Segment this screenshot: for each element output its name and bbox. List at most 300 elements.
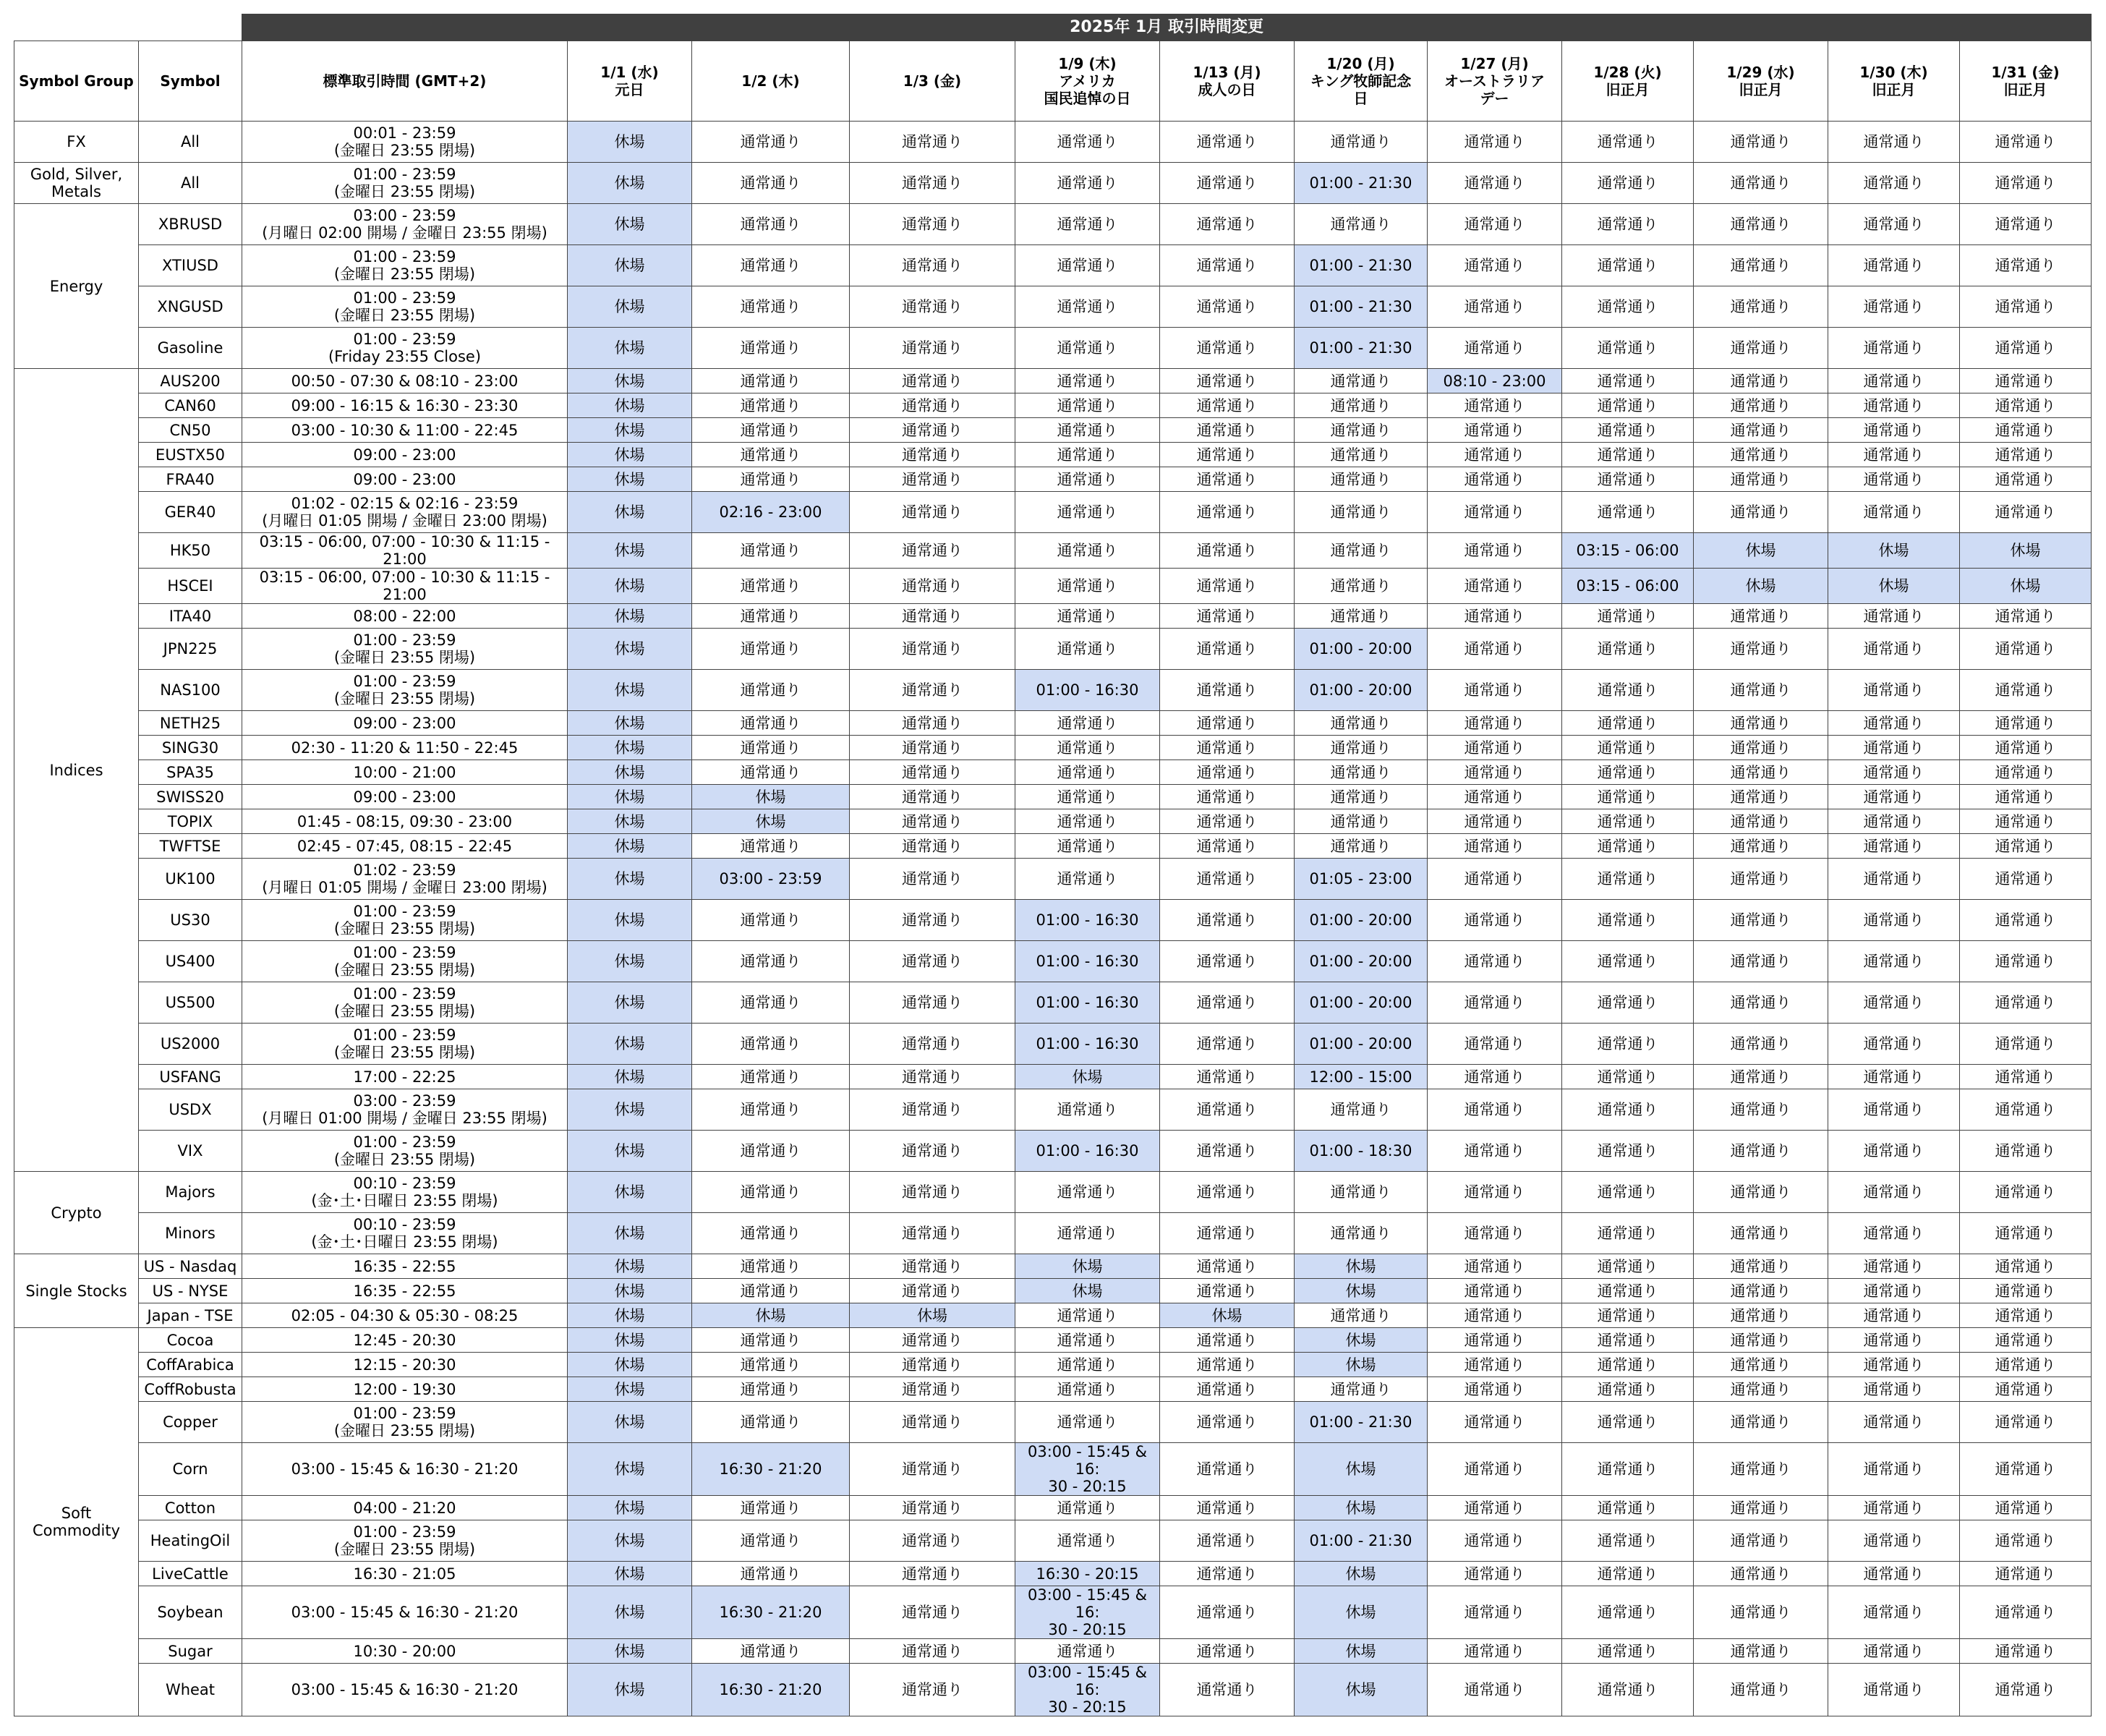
schedule-cell: 休場 (568, 1377, 692, 1402)
schedule-cell: 休場 (568, 1443, 692, 1496)
schedule-cell: 通常通り (692, 1353, 850, 1377)
schedule-cell: 通常通り (1015, 711, 1160, 736)
schedule-cell: 通常通り (1960, 1664, 2092, 1716)
schedule-cell: 通常通り (1160, 900, 1295, 941)
standard-hours-line: 03:00 - 23:59 (353, 207, 456, 224)
schedule-cell: 02:16 - 23:00 (692, 492, 850, 533)
schedule-cell: 通常通り (1828, 1377, 1960, 1402)
header-date-line: 旧正月 (1606, 81, 1650, 98)
schedule-cell: 休場 (568, 1353, 692, 1377)
symbol-cell: US400 (139, 941, 242, 982)
standard-hours-cell (242, 163, 568, 204)
schedule-cell: 通常通り (1694, 328, 1828, 369)
standard-hours-cell (242, 1496, 568, 1520)
schedule-cell: 通常通り (1428, 569, 1562, 604)
table-row (14, 443, 2092, 467)
schedule-cell: 通常通り (1295, 204, 1428, 245)
standard-hours-cell (242, 286, 568, 328)
schedule-cell: 通常通り (1960, 1279, 2092, 1303)
header-date-line: デー (1480, 90, 1509, 107)
schedule-cell: 通常通り (692, 711, 850, 736)
schedule-cell: 通常通り (1960, 1254, 2092, 1279)
schedule-cell: 通常通り (1960, 760, 2092, 785)
schedule-cell: 通常通り (692, 533, 850, 569)
header-date-0 (568, 41, 692, 122)
standard-hours-cell (242, 711, 568, 736)
schedule-cell: 通常通り (1828, 1586, 1960, 1639)
header-date-line: 1/1 (水) (600, 64, 659, 81)
symbol-cell: US - Nasdaq (139, 1254, 242, 1279)
schedule-cell: 通常通り (1015, 245, 1160, 286)
header-date-line: 成人の日 (1198, 81, 1256, 98)
table-row (14, 1172, 2092, 1213)
schedule-cell: 通常通り (850, 1377, 1015, 1402)
schedule-cell: 通常通り (1562, 1254, 1694, 1279)
schedule-cell: 通常通り (1828, 1024, 1960, 1065)
schedule-cell: 通常通り (1160, 834, 1295, 859)
header-row (14, 41, 2092, 122)
schedule-cell: 16:30 - 21:20 (692, 1586, 850, 1639)
standard-hours-line: 03:00 - 15:45 & 16:30 - 21:20 (291, 1681, 519, 1698)
schedule-cell: 通常通り (850, 533, 1015, 569)
schedule-cell: 通常通り (1694, 1496, 1828, 1520)
symbol-group-cell: Indices (14, 369, 139, 1172)
schedule-cell: 休場 (1295, 1353, 1428, 1377)
schedule-cell: 通常通り (1428, 245, 1562, 286)
schedule-cell: 通常通り (1015, 569, 1160, 604)
schedule-cell: 通常通り (1960, 670, 2092, 711)
schedule-cell: 通常通り (1295, 785, 1428, 809)
schedule-cell: 休場 (1295, 1328, 1428, 1353)
schedule-cell: 通常通り (1428, 1279, 1562, 1303)
schedule-cell: 通常通り (1694, 1520, 1828, 1562)
standard-hours-line: 16:35 - 22:55 (353, 1257, 456, 1275)
schedule-cell: 01:00 - 21:30 (1295, 328, 1428, 369)
schedule-cell: 通常通り (1694, 1172, 1828, 1213)
standard-hours-line: (金曜日 23:55 閉場) (333, 1151, 476, 1168)
standard-hours-line: 03:00 - 15:45 & 16:30 - 21:20 (291, 1604, 519, 1621)
standard-hours-line: 01:00 - 23:59 (353, 944, 456, 961)
schedule-cell: 通常通り (1160, 569, 1295, 604)
schedule-cell: 通常通り (1694, 834, 1828, 859)
schedule-cell: 通常通り (1428, 1562, 1562, 1586)
standard-hours-line: 02:30 - 11:20 & 11:50 - 22:45 (291, 739, 519, 757)
table-row (14, 1496, 2092, 1520)
schedule-cell: 通常通り (1295, 1213, 1428, 1254)
schedule-cell: 通常通り (1015, 1639, 1160, 1664)
schedule-cell: 通常通り (850, 1664, 1015, 1716)
schedule-cell: 通常通り (1160, 1328, 1295, 1353)
schedule-cell: 通常通り (1694, 1303, 1828, 1328)
schedule-cell: 通常通り (1160, 1213, 1295, 1254)
schedule-cell: 休場 (568, 809, 692, 834)
schedule-cell: 通常通り (1960, 418, 2092, 443)
table-row (14, 1131, 2092, 1172)
schedule-cell: 通常通り (1562, 1402, 1694, 1443)
schedule-cell: 通常通り (692, 1213, 850, 1254)
standard-hours-line: 03:00 - 15:45 & 16:30 - 21:20 (291, 1460, 519, 1478)
schedule-cell: 通常通り (850, 1496, 1015, 1520)
schedule-cell: 通常通り (692, 1279, 850, 1303)
schedule-cell: 通常通り (1015, 1172, 1160, 1213)
schedule-cell: 通常通り (1160, 736, 1295, 760)
schedule-cell: 通常通り (1015, 859, 1160, 900)
symbol-cell: CAN60 (139, 393, 242, 418)
standard-hours-line: (月曜日 01:05 開場 / 金曜日 23:00 閉場) (262, 879, 547, 896)
table-row (14, 204, 2092, 245)
schedule-cell: 通常通り (1015, 834, 1160, 859)
schedule-cell: 通常通り (1960, 443, 2092, 467)
schedule-cell: 通常通り (1562, 393, 1694, 418)
schedule-cell: 休場 (568, 122, 692, 163)
schedule-cell: 01:00 - 21:30 (1295, 1402, 1428, 1443)
symbol-cell: All (139, 122, 242, 163)
symbol-cell: Sugar (139, 1639, 242, 1664)
schedule-cell: 通常通り (1694, 1279, 1828, 1303)
schedule-cell: 通常通り (692, 418, 850, 443)
schedule-cell: 通常通り (1160, 533, 1295, 569)
symbol-cell: FRA40 (139, 467, 242, 492)
schedule-cell: 通常通り (1015, 163, 1160, 204)
standard-hours-line: 01:00 - 23:59 (353, 331, 456, 348)
schedule-cell: 休場 (568, 245, 692, 286)
schedule-cell: 休場 (568, 393, 692, 418)
standard-hours-cell (242, 1254, 568, 1279)
schedule-cell: 通常通り (1828, 1520, 1960, 1562)
schedule-cell: 通常通り (1428, 418, 1562, 443)
schedule-cell: 通常通り (1160, 328, 1295, 369)
standard-hours-cell (242, 467, 568, 492)
schedule-cell: 01:00 - 16:30 (1015, 670, 1160, 711)
schedule-cell: 通常通り (850, 1279, 1015, 1303)
schedule-cell: 通常通り (1694, 1353, 1828, 1377)
schedule-cell: 通常通り (1694, 941, 1828, 982)
standard-hours-line: (月曜日 02:00 開場 / 金曜日 23:55 閉場) (262, 224, 547, 242)
table-row (14, 1303, 2092, 1328)
table-row (14, 1254, 2092, 1279)
schedule-cell: 通常通り (1160, 670, 1295, 711)
symbol-cell: AUS200 (139, 369, 242, 393)
schedule-cell: 通常通り (1015, 1496, 1160, 1520)
title-spacer (14, 14, 242, 41)
schedule-cell: 通常通り (692, 1496, 850, 1520)
standard-hours-cell (242, 809, 568, 834)
symbol-cell: Corn (139, 1443, 242, 1496)
schedule-cell: 通常通り (1428, 1586, 1562, 1639)
schedule-cell: 03:00 - 23:59 (692, 859, 850, 900)
schedule-cell: 01:00 - 20:00 (1295, 941, 1428, 982)
schedule-cell: 通常通り (1562, 204, 1694, 245)
schedule-cell: 01:00 - 16:30 (1015, 982, 1160, 1024)
schedule-cell: 通常通り (1562, 760, 1694, 785)
schedule-cell: 通常通り (1562, 122, 1694, 163)
schedule-cell: 休場 (568, 1254, 692, 1279)
standard-hours-line: 16:35 - 22:55 (353, 1282, 456, 1300)
header-date-line: オーストラリア (1444, 72, 1545, 90)
schedule-cell: 通常通り (692, 1131, 850, 1172)
schedule-cell: 通常通り (1428, 900, 1562, 941)
schedule-cell: 通常通り (1015, 1402, 1160, 1443)
schedule-cell: 休場 (568, 569, 692, 604)
schedule-cell: 通常通り (1694, 492, 1828, 533)
schedule-cell: 休場 (568, 492, 692, 533)
schedule-cell: 休場 (568, 859, 692, 900)
schedule-cell: 通常通り (1160, 982, 1295, 1024)
schedule-cell: 通常通り (850, 286, 1015, 328)
schedule-cell: 通常通り (1960, 1303, 2092, 1328)
symbol-cell: USDX (139, 1089, 242, 1131)
schedule-cell: 通常通り (1160, 1172, 1295, 1213)
schedule-cell: 01:00 - 20:00 (1295, 629, 1428, 670)
schedule-cell: 休場 (1015, 1254, 1160, 1279)
standard-hours-cell (242, 736, 568, 760)
schedule-cell: 休場 (1694, 533, 1828, 569)
standard-hours-line: 00:10 - 23:59 (353, 1175, 456, 1192)
schedule-cell: 通常通り (1160, 629, 1295, 670)
schedule-cell: 通常通り (1428, 760, 1562, 785)
symbol-cell: Soybean (139, 1586, 242, 1639)
schedule-cell: 通常通り (850, 1443, 1015, 1496)
schedule-cell: 通常通り (1428, 736, 1562, 760)
schedule-cell: 通常通り (850, 1562, 1015, 1586)
schedule-cell: 通常通り (1015, 785, 1160, 809)
schedule-cell: 休場 (568, 629, 692, 670)
schedule-cell: 通常通り (1694, 418, 1828, 443)
schedule-cell: 通常通り (1828, 492, 1960, 533)
header-date-8 (1694, 41, 1828, 122)
standard-hours-line: (金曜日 23:55 閉場) (333, 1044, 476, 1061)
schedule-cell: 通常通り (1015, 467, 1160, 492)
standard-hours-line: 03:15 - 06:00, 07:00 - 10:30 & 11:15 - 21:00 (259, 533, 550, 568)
schedule-cell: 通常通り (1694, 1024, 1828, 1065)
standard-hours-cell (242, 533, 568, 569)
schedule-cell: 01:00 - 16:30 (1015, 941, 1160, 982)
schedule-cell: 通常通り (1828, 859, 1960, 900)
schedule-cell: 通常通り (1428, 859, 1562, 900)
schedule-cell: 通常通り (1960, 834, 2092, 859)
schedule-cell: 休場 (568, 982, 692, 1024)
schedule-cell: 通常通り (692, 1024, 850, 1065)
schedule-cell: 通常通り (1295, 533, 1428, 569)
schedule-cell: 通常通り (1428, 809, 1562, 834)
schedule-cell: 通常通り (1562, 1377, 1694, 1402)
schedule-cell: 休場 (568, 418, 692, 443)
standard-hours-cell (242, 1328, 568, 1353)
schedule-cell: 通常通り (850, 629, 1015, 670)
schedule-cell: 休場 (568, 443, 692, 467)
schedule-cell: 通常通り (1562, 785, 1694, 809)
schedule-cell: 通常通り (1694, 1328, 1828, 1353)
standard-hours-line: 09:00 - 23:00 (353, 470, 456, 488)
symbol-cell: EUSTX50 (139, 443, 242, 467)
standard-hours-line: 01:00 - 23:59 (353, 631, 456, 649)
standard-hours-line: 12:15 - 20:30 (353, 1356, 456, 1374)
standard-hours-line: 01:00 - 23:59 (353, 1133, 456, 1151)
schedule-cell: 通常通り (1428, 1213, 1562, 1254)
schedule-cell: 通常通り (1562, 859, 1694, 900)
table-row (14, 982, 2092, 1024)
schedule-cell: 通常通り (850, 418, 1015, 443)
schedule-cell: 休場 (1160, 1303, 1295, 1328)
table-title: 2025年 1月 取引時間変更 (242, 14, 2092, 41)
schedule-cell: 通常通り (1828, 1562, 1960, 1586)
standard-hours-line: 01:00 - 23:59 (353, 985, 456, 1003)
schedule-cell: 通常通り (1562, 1664, 1694, 1716)
schedule-cell: 通常通り (1015, 1089, 1160, 1131)
symbol-cell: XTIUSD (139, 245, 242, 286)
schedule-cell: 休場 (568, 1279, 692, 1303)
schedule-cell: 通常通り (1828, 941, 1960, 982)
schedule-cell: 通常通り (1428, 670, 1562, 711)
schedule-cell: 01:00 - 20:00 (1295, 982, 1428, 1024)
schedule-cell: 通常通り (1015, 1377, 1160, 1402)
standard-hours-line: (金･土･日曜日 23:55 閉場) (311, 1192, 498, 1209)
header-date-line: 旧正月 (1872, 81, 1916, 98)
schedule-cell: 休場 (568, 204, 692, 245)
standard-hours-line: 01:45 - 08:15, 09:30 - 23:00 (297, 812, 513, 830)
schedule-cell: 通常通り (1694, 1443, 1828, 1496)
symbol-cell: Wheat (139, 1664, 242, 1716)
symbol-cell: TOPIX (139, 809, 242, 834)
symbol-cell: TWFTSE (139, 834, 242, 859)
symbol-group-cell: Energy (14, 204, 139, 369)
schedule-cell: 通常通り (850, 760, 1015, 785)
schedule-cell: 通常通り (1160, 785, 1295, 809)
schedule-cell (1015, 1443, 1160, 1496)
schedule-cell: 休場 (568, 1520, 692, 1562)
table-row (14, 1639, 2092, 1664)
schedule-cell: 通常通り (1694, 1254, 1828, 1279)
schedule-cell: 通常通り (1015, 1213, 1160, 1254)
schedule-cell: 通常通り (1828, 1065, 1960, 1089)
schedule-cell: 通常通り (1160, 467, 1295, 492)
schedule-cell: 通常通り (1295, 1089, 1428, 1131)
schedule-cell: 通常通り (1960, 1172, 2092, 1213)
schedule-cell: 休場 (568, 286, 692, 328)
standard-hours-cell (242, 982, 568, 1024)
schedule-cell: 通常通り (1295, 122, 1428, 163)
schedule-cell: 通常通り (1562, 711, 1694, 736)
schedule-cell: 休場 (568, 941, 692, 982)
schedule-cell: 休場 (1295, 1639, 1428, 1664)
schedule-cell: 通常通り (1828, 1213, 1960, 1254)
schedule-cell: 通常通り (1960, 785, 2092, 809)
table-row (14, 785, 2092, 809)
schedule-cell: 通常通り (850, 443, 1015, 467)
schedule-cell: 通常通り (1160, 1586, 1295, 1639)
symbol-cell: HK50 (139, 533, 242, 569)
schedule-cell: 通常通り (1828, 629, 1960, 670)
schedule-cell: 通常通り (850, 670, 1015, 711)
schedule-cell: 通常通り (1562, 1172, 1694, 1213)
schedule-cell: 通常通り (1160, 204, 1295, 245)
schedule-cell: 通常通り (692, 1254, 850, 1279)
schedule-cell: 通常通り (1562, 1496, 1694, 1520)
schedule-cell: 通常通り (1562, 1639, 1694, 1664)
schedule-cell: 通常通り (1015, 328, 1160, 369)
table-row (14, 900, 2092, 941)
standard-hours-line: 01:00 - 23:59 (353, 289, 456, 307)
schedule-cell: 通常通り (1428, 492, 1562, 533)
schedule-cell: 通常通り (850, 982, 1015, 1024)
table-row (14, 163, 2092, 204)
standard-hours-line: (金曜日 23:55 閉場) (333, 1003, 476, 1020)
standard-hours-line: 01:02 - 02:15 & 02:16 - 23:59 (291, 495, 519, 512)
schedule-cell: 通常通り (692, 736, 850, 760)
standard-hours-cell (242, 1664, 568, 1716)
schedule-cell: 通常通り (850, 369, 1015, 393)
schedule-cell: 通常通り (1960, 1496, 2092, 1520)
standard-hours-cell (242, 941, 568, 982)
schedule-cell: 休場 (568, 369, 692, 393)
symbol-cell: Copper (139, 1402, 242, 1443)
standard-hours-cell (242, 785, 568, 809)
schedule-cell: 通常通り (1160, 245, 1295, 286)
schedule-cell: 通常通り (1160, 1639, 1295, 1664)
schedule-cell: 通常通り (1828, 467, 1960, 492)
schedule-cell: 通常通り (850, 859, 1015, 900)
schedule-cell: 通常通り (1694, 900, 1828, 941)
table-row (14, 629, 2092, 670)
schedule-cell: 通常通り (1015, 204, 1160, 245)
schedule-cell: 通常通り (692, 604, 850, 629)
schedule-cell: 通常通り (1960, 941, 2092, 982)
schedule-cell-line: 03:00 - 15:45 & 16: (1027, 1664, 1148, 1698)
schedule-cell: 通常通り (850, 1639, 1015, 1664)
schedule-cell: 通常通り (1428, 393, 1562, 418)
schedule-cell: 通常通り (1295, 418, 1428, 443)
schedule-cell: 通常通り (1015, 1303, 1160, 1328)
schedule-cell: 通常通り (1960, 1520, 2092, 1562)
schedule-cell: 休場 (568, 1024, 692, 1065)
table-row (14, 834, 2092, 859)
schedule-cell: 01:00 - 16:30 (1015, 900, 1160, 941)
standard-hours-cell (242, 604, 568, 629)
schedule-cell: 通常通り (1428, 785, 1562, 809)
standard-hours-line: 09:00 - 23:00 (353, 714, 456, 732)
symbol-cell: US500 (139, 982, 242, 1024)
schedule-cell: 休場 (568, 1496, 692, 1520)
schedule-cell: 通常通り (1562, 941, 1694, 982)
schedule-cell: 通常通り (1960, 204, 2092, 245)
standard-hours-cell (242, 204, 568, 245)
symbol-cell: NAS100 (139, 670, 242, 711)
schedule-cell: 休場 (568, 533, 692, 569)
symbol-cell: SWISS20 (139, 785, 242, 809)
schedule-cell: 通常通り (1428, 122, 1562, 163)
schedule-table-wrap (14, 14, 2091, 1716)
symbol-cell: ITA40 (139, 604, 242, 629)
schedule-cell: 通常通り (1960, 163, 2092, 204)
schedule-cell-line: 03:00 - 15:45 & 16: (1027, 1443, 1148, 1478)
standard-hours-line: 01:00 - 23:59 (353, 673, 456, 690)
schedule-cell: 通常通り (1828, 393, 1960, 418)
schedule-cell: 通常通り (1694, 286, 1828, 328)
symbol-cell: JPN225 (139, 629, 242, 670)
header-date-line: 1/31 (金) (1991, 64, 2060, 81)
symbol-cell: VIX (139, 1131, 242, 1172)
schedule-cell: 通常通り (1562, 1279, 1694, 1303)
schedule-cell: 通常通り (850, 900, 1015, 941)
table-row (14, 859, 2092, 900)
schedule-cell: 通常通り (850, 1353, 1015, 1377)
table-row (14, 670, 2092, 711)
schedule-cell: 休場 (568, 1402, 692, 1443)
schedule-cell: 通常通り (692, 1065, 850, 1089)
schedule-cell: 通常通り (850, 1024, 1015, 1065)
schedule-cell: 通常通り (1160, 286, 1295, 328)
schedule-cell: 通常通り (1160, 1353, 1295, 1377)
